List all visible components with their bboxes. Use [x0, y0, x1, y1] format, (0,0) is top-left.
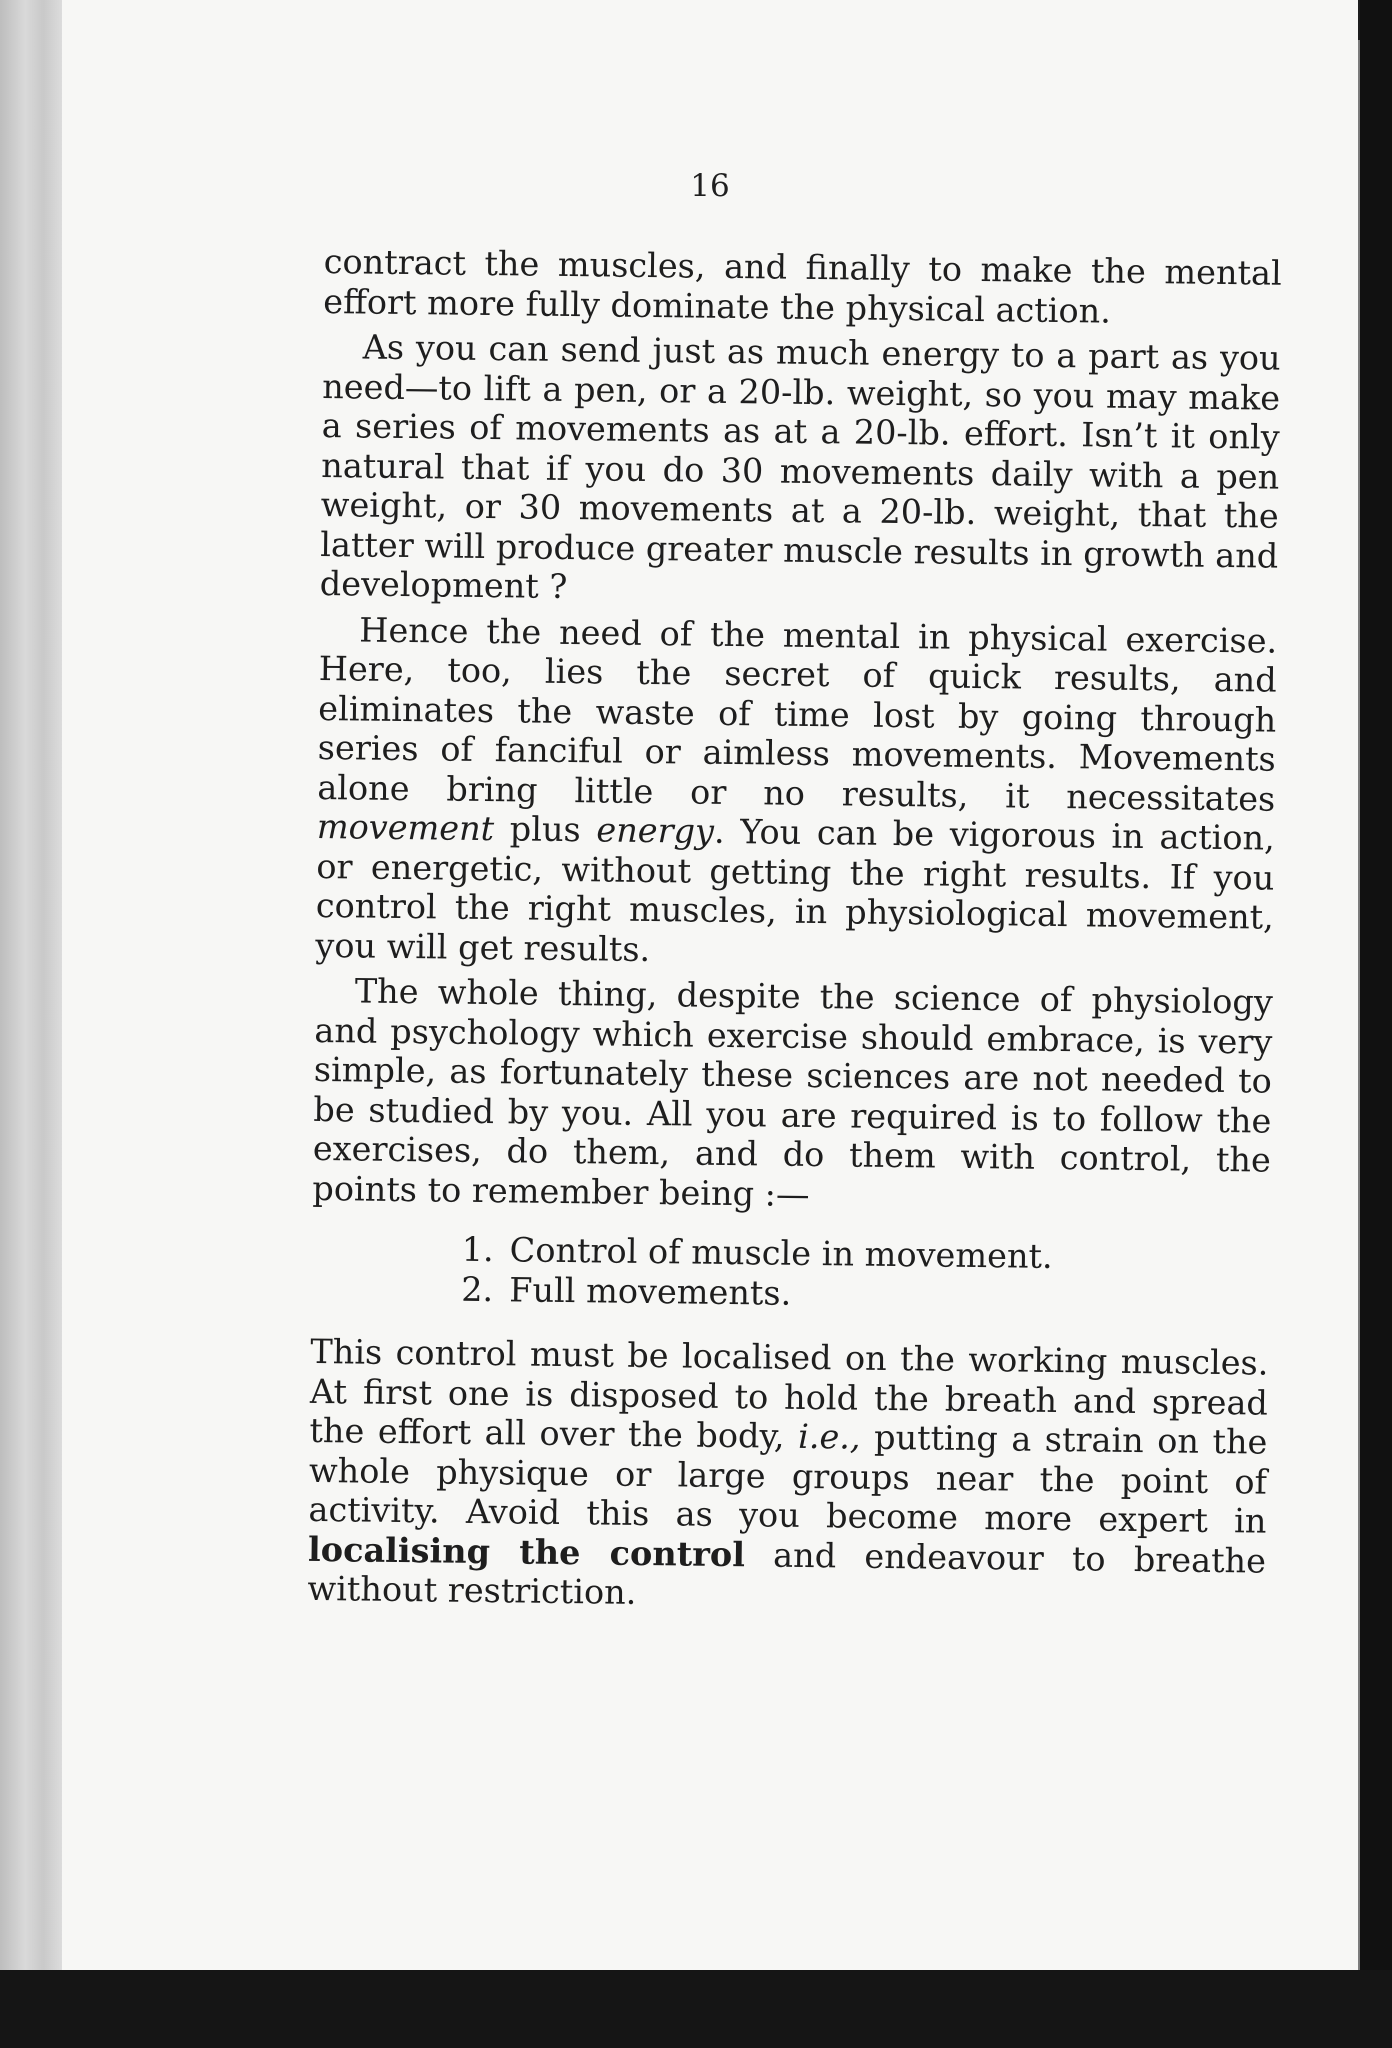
- paragraph-3: [315, 609, 1277, 976]
- paragraph-2: As you can send just as much energy to a part as you need—to lift a pen, or a 20-lb. weight, so you may make a series of movements as at a 20-lb. effort. Isn’t it only natural that if you do 30 movements daily with a pen weight, or 30 movements at a 20-lb. weight, that the latter will produce greater muscle results in growth and development ?: [319, 327, 1281, 606]
- body-text: [307, 242, 1282, 1626]
- list-item-text: Control of muscle in movement.: [509, 1230, 1053, 1276]
- list-item-number: 1.: [461, 1229, 494, 1270]
- paragraph-4: The whole thing, despite the science of physiology and psychology which exercise should embrace, is very simple, as fortunately these sciences are not needed to be studied by you. All you are required is to follow the exercises, do them, and do them with control, the points to remember being :—: [312, 971, 1274, 1214]
- numbered-list: [461, 1230, 1270, 1320]
- page-number: 16: [690, 168, 730, 204]
- emphasis-energy: energy: [596, 810, 715, 851]
- book-page: [62, 0, 1358, 1970]
- scan-bottom-border: [0, 1970, 1392, 2048]
- emphasis-movement: movement: [316, 806, 495, 849]
- paragraph-5-part-a: This control must be localised on the working muscles. At first one is disposed to hold the breath and spread the effort all over the body,: [309, 1331, 1269, 1456]
- emphasis-ie: i.e.,: [797, 1416, 861, 1457]
- paragraph-3-part-a: Hence the need of the mental in physical exercise. Here, too, lies the secret of quick results, and eliminates the waste of time lost by going through series of fanciful or aimless movements. Movements alone bring little or no results, it necessitates: [317, 609, 1278, 819]
- paragraph-5-part-b: putting a strain on the whole physique or large groups near the point of activity. Avoid this as you become more expert in: [308, 1417, 1268, 1541]
- paragraph-1: contract the muscles, and finally to make the mental effort more fully dominate the physical action.: [323, 242, 1282, 331]
- paragraph-3-part-b: plus: [493, 809, 597, 850]
- list-item: [461, 1270, 1269, 1320]
- paragraph-3-part-c: . You can be vigorous in action, or energetic, without getting the right results. If you control the right muscles, in physiological movement, you will get results.: [315, 811, 1276, 969]
- paragraph-5-part-c: and endeavour to breathe without restriction.: [307, 1534, 1267, 1612]
- list-item-number: 2.: [460, 1269, 494, 1310]
- paragraph-5: [307, 1332, 1268, 1620]
- bold-localising-the-control: localising the control: [307, 1529, 746, 1574]
- list-item-text: Full movements.: [508, 1270, 792, 1313]
- scan-right-border: [1360, 0, 1392, 2048]
